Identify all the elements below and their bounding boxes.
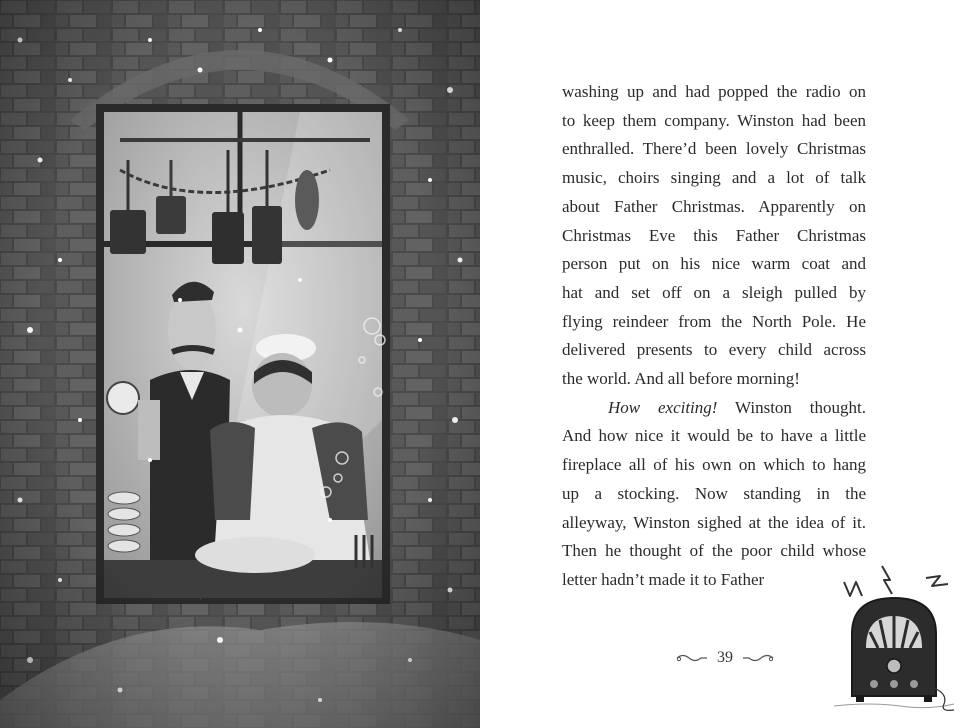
text-line: delivered presents to every child across <box>562 340 866 360</box>
flourish-left-icon <box>675 652 709 664</box>
text-line: the world. And all before morning! <box>562 369 800 389</box>
body-text <box>562 78 866 595</box>
text-line: fireplace all of his own on which to hang <box>562 455 866 475</box>
text-line: person put on his nice warm coat and <box>562 254 866 274</box>
text-line: alleyway, Winston sighed at the idea of it. <box>562 512 866 532</box>
text-line: to keep them company. Winston had been <box>562 110 866 130</box>
vintage-radio-illustration <box>830 556 958 716</box>
text-line: Then he thought of the poor child whose <box>562 541 866 561</box>
text-page <box>480 0 960 728</box>
text-line: hat and set off on a sleigh pulled by <box>562 282 866 302</box>
flourish-right-icon <box>741 652 775 664</box>
page-number: 39 <box>717 649 733 666</box>
text-line: flying reindeer from the North Pole. He <box>562 311 866 331</box>
text-line: enthralled. There’d been lovely Christmas <box>562 139 866 159</box>
paragraph-1 <box>562 78 866 394</box>
text-fragment: Winston thought. <box>717 397 866 417</box>
page-number-footer <box>670 646 780 670</box>
text-line: letter hadn’t made it to Father <box>562 569 765 589</box>
text-line: up a stocking. Now standing in the <box>562 483 866 503</box>
text-line: about Father Christmas. Apparently on <box>562 196 866 216</box>
text-line: washing up and had popped the radio on <box>562 82 866 101</box>
text-line: And how nice it would be to have a little <box>562 426 866 446</box>
paragraph-2 <box>562 394 866 595</box>
text-line: music, choirs singing and a lot of talk <box>562 168 866 188</box>
text-line: Christmas Eve this Father Christmas <box>562 225 866 245</box>
text-line-first <box>562 394 866 423</box>
italic-exclamation: How exciting! <box>608 397 718 417</box>
